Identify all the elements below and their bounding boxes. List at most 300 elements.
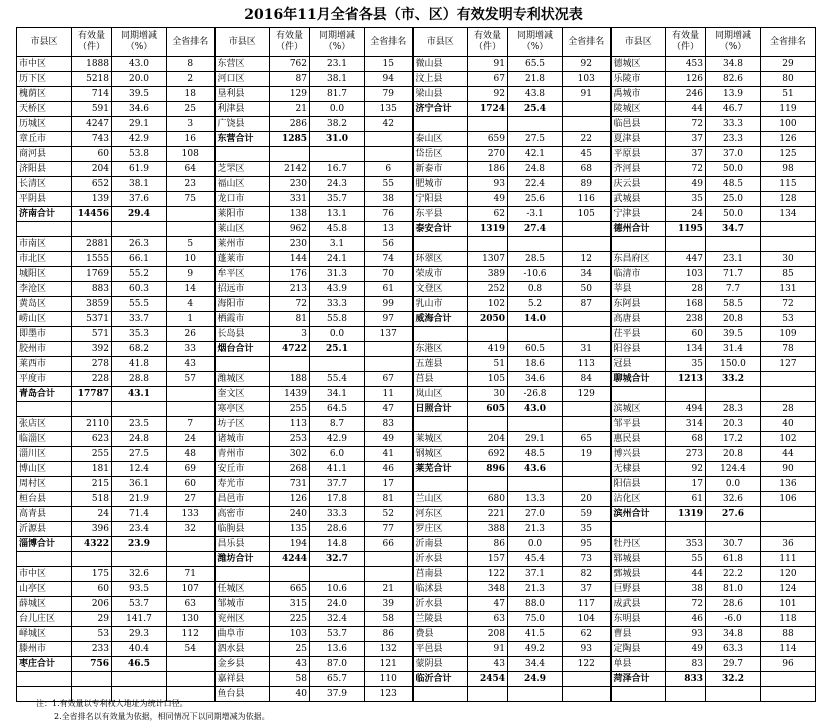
valid-count: 138	[270, 207, 310, 222]
county-name: 临清市	[611, 267, 666, 282]
county-name: 鱼台县	[215, 687, 270, 702]
table-row	[17, 642, 816, 657]
valid-count: 3859	[72, 297, 112, 312]
province-rank: 61	[365, 282, 413, 297]
province-rank: 84	[563, 372, 611, 387]
table-row	[17, 342, 816, 357]
growth-rate: 60.5	[508, 342, 563, 357]
growth-rate: 18.6	[508, 357, 563, 372]
valid-count: 233	[72, 642, 112, 657]
province-rank: 2	[167, 72, 215, 87]
province-rank: 32	[167, 522, 215, 537]
county-name: 市南区	[17, 237, 72, 252]
province-rank: 112	[167, 627, 215, 642]
valid-count: 255	[270, 402, 310, 417]
province-rank	[563, 117, 611, 132]
table-row	[17, 192, 816, 207]
growth-rate: 27.0	[508, 507, 563, 522]
county-name: 槐荫区	[17, 87, 72, 102]
growth-rate: 43.0	[508, 402, 563, 417]
column-header: 市县区	[413, 28, 468, 57]
province-rank: 135	[365, 102, 413, 117]
province-rank: 105	[563, 207, 611, 222]
province-rank	[365, 567, 413, 582]
county-name	[17, 222, 72, 237]
growth-rate: 25.6	[508, 192, 563, 207]
county-name: 莒南县	[413, 567, 468, 582]
table-row	[17, 597, 816, 612]
growth-rate: 48.5	[706, 177, 761, 192]
province-rank: 19	[563, 447, 611, 462]
growth-rate: 33.3	[706, 117, 761, 132]
table-row	[17, 627, 816, 642]
province-rank: 88	[761, 627, 816, 642]
valid-count: 93	[468, 177, 508, 192]
county-name: 济南合计	[17, 207, 72, 222]
valid-count: 623	[72, 432, 112, 447]
growth-rate: 75.0	[508, 612, 563, 627]
valid-count: 204	[72, 162, 112, 177]
province-rank: 111	[761, 552, 816, 567]
valid-count: 103	[666, 267, 706, 282]
table-row	[17, 327, 816, 342]
county-name: 潍城区	[215, 372, 270, 387]
valid-count: 447	[666, 252, 706, 267]
valid-count: 37	[666, 147, 706, 162]
county-name: 潍坊合计	[215, 552, 270, 567]
valid-count: 44	[666, 567, 706, 582]
valid-count: 105	[468, 372, 508, 387]
valid-count: 181	[72, 462, 112, 477]
growth-rate: 13.9	[706, 87, 761, 102]
county-name: 高唐县	[611, 312, 666, 327]
growth-rate: 43.9	[310, 282, 365, 297]
province-rank: 76	[365, 207, 413, 222]
valid-count: 28	[666, 282, 706, 297]
column-header: 同期增减（%）	[706, 28, 761, 57]
growth-rate: 55.2	[112, 267, 167, 282]
county-name: 河东区	[413, 507, 468, 522]
province-rank	[167, 537, 215, 552]
valid-count: 72	[270, 297, 310, 312]
county-name: 博兴县	[611, 447, 666, 462]
valid-count: 139	[72, 192, 112, 207]
province-rank: 24	[167, 432, 215, 447]
county-name: 蓬莱市	[215, 252, 270, 267]
valid-count: 883	[72, 282, 112, 297]
province-rank	[563, 237, 611, 252]
table-row	[17, 537, 816, 552]
valid-count: 47	[468, 597, 508, 612]
province-rank: 73	[563, 552, 611, 567]
valid-count: 72	[666, 597, 706, 612]
growth-rate: 27.4	[508, 222, 563, 237]
growth-rate: 41.8	[112, 357, 167, 372]
valid-count: 86	[468, 537, 508, 552]
valid-count: 17	[666, 477, 706, 492]
province-rank	[365, 132, 413, 147]
growth-rate: 33.3	[310, 507, 365, 522]
province-rank: 55	[365, 177, 413, 192]
growth-rate: 32.2	[706, 672, 761, 687]
patent-table	[16, 27, 816, 702]
province-rank: 54	[167, 642, 215, 657]
province-rank: 106	[761, 492, 816, 507]
column-header: 有效量（件）	[666, 28, 706, 57]
growth-rate	[508, 237, 563, 252]
valid-count: 206	[72, 597, 112, 612]
valid-count: 238	[666, 312, 706, 327]
county-name: 崂山区	[17, 312, 72, 327]
province-rank: 28	[761, 402, 816, 417]
province-rank: 47	[365, 402, 413, 417]
valid-count: 680	[468, 492, 508, 507]
county-name: 荣成市	[413, 267, 468, 282]
valid-count: 83	[666, 657, 706, 672]
province-rank: 22	[563, 132, 611, 147]
province-rank: 21	[365, 582, 413, 597]
valid-count: 246	[666, 87, 706, 102]
county-name: 梁山县	[413, 87, 468, 102]
county-name: 乐陵市	[611, 72, 666, 87]
county-name: 东营合计	[215, 132, 270, 147]
province-rank: 95	[563, 537, 611, 552]
province-rank: 104	[563, 612, 611, 627]
valid-count: 302	[270, 447, 310, 462]
county-name: 利津县	[215, 102, 270, 117]
table-row	[17, 657, 816, 672]
province-rank	[761, 237, 816, 252]
growth-rate: 53.7	[112, 597, 167, 612]
province-rank: 23	[167, 177, 215, 192]
valid-count	[666, 387, 706, 402]
province-rank: 120	[761, 567, 816, 582]
valid-count: 24	[72, 507, 112, 522]
growth-rate: 55.5	[112, 297, 167, 312]
valid-count: 103	[270, 627, 310, 642]
valid-count: 135	[270, 522, 310, 537]
growth-rate: 22.4	[508, 177, 563, 192]
valid-count: 353	[666, 537, 706, 552]
growth-rate: 41.5	[508, 627, 563, 642]
valid-count: 591	[72, 102, 112, 117]
county-name: 高青县	[17, 507, 72, 522]
province-rank: 109	[761, 327, 816, 342]
growth-rate: 29.1	[508, 432, 563, 447]
valid-count: 4322	[72, 537, 112, 552]
province-rank	[365, 342, 413, 357]
county-name: 胶州市	[17, 342, 72, 357]
growth-rate: 32.4	[310, 612, 365, 627]
valid-count: 286	[270, 117, 310, 132]
valid-count: 348	[468, 582, 508, 597]
valid-count: 122	[468, 567, 508, 582]
growth-rate	[508, 477, 563, 492]
column-header: 同期增减（%）	[310, 28, 365, 57]
county-name: 泗水县	[215, 642, 270, 657]
province-rank: 45	[563, 147, 611, 162]
column-header: 全省排名	[761, 28, 816, 57]
valid-count: 833	[666, 672, 706, 687]
table-row	[17, 507, 816, 522]
growth-rate: 66.1	[112, 252, 167, 267]
growth-rate: 28.5	[508, 252, 563, 267]
province-rank: 38	[365, 192, 413, 207]
valid-count: 35	[666, 357, 706, 372]
valid-count	[270, 357, 310, 372]
province-rank: 86	[365, 627, 413, 642]
county-name: 惠民县	[611, 432, 666, 447]
county-name: 历城区	[17, 117, 72, 132]
growth-rate: 87.0	[310, 657, 365, 672]
growth-rate: 34.7	[706, 222, 761, 237]
growth-rate: 33.2	[706, 372, 761, 387]
valid-count: 2110	[72, 417, 112, 432]
growth-rate: 17.2	[706, 432, 761, 447]
county-name: 兰山区	[413, 492, 468, 507]
county-name: 沂水县	[413, 552, 468, 567]
province-rank	[563, 222, 611, 237]
growth-rate	[310, 147, 365, 162]
growth-rate: 20.0	[112, 72, 167, 87]
growth-rate: 42.9	[112, 132, 167, 147]
county-name: 龙口市	[215, 192, 270, 207]
province-rank	[761, 522, 816, 537]
county-name: 禹城市	[611, 87, 666, 102]
county-name: 招远市	[215, 282, 270, 297]
growth-rate: 33.3	[310, 297, 365, 312]
province-rank	[761, 222, 816, 237]
table-row	[17, 72, 816, 87]
county-name: 烟台合计	[215, 342, 270, 357]
valid-count: 87	[270, 72, 310, 87]
county-name: 枣庄合计	[17, 657, 72, 672]
growth-rate: 25.4	[508, 102, 563, 117]
county-name: 即墨市	[17, 327, 72, 342]
valid-count: 81	[270, 312, 310, 327]
county-name: 莱阳市	[215, 207, 270, 222]
growth-rate: 30.7	[706, 537, 761, 552]
valid-count: 714	[72, 87, 112, 102]
province-rank: 62	[563, 627, 611, 642]
growth-rate	[112, 672, 167, 687]
province-rank: 65	[563, 432, 611, 447]
growth-rate: 81.7	[310, 87, 365, 102]
province-rank	[563, 327, 611, 342]
valid-count: 230	[270, 237, 310, 252]
county-name: 商河县	[17, 147, 72, 162]
province-rank: 80	[761, 72, 816, 87]
county-name: 成武县	[611, 597, 666, 612]
table-row	[17, 147, 816, 162]
growth-rate	[112, 402, 167, 417]
valid-count	[468, 477, 508, 492]
growth-rate: 23.1	[310, 57, 365, 72]
province-rank: 98	[761, 162, 816, 177]
valid-count: 665	[270, 582, 310, 597]
county-name: 黄岛区	[17, 297, 72, 312]
county-name: 张店区	[17, 417, 72, 432]
province-rank: 15	[365, 57, 413, 72]
growth-rate: 50.0	[706, 207, 761, 222]
county-name: 安丘市	[215, 462, 270, 477]
growth-rate: 8.7	[310, 417, 365, 432]
county-name: 栖霞市	[215, 312, 270, 327]
county-name: 兖州区	[215, 612, 270, 627]
province-rank: 66	[365, 537, 413, 552]
valid-count: 58	[270, 672, 310, 687]
county-name: 市中区	[17, 567, 72, 582]
valid-count: 278	[72, 357, 112, 372]
valid-count	[468, 417, 508, 432]
growth-rate: 20.8	[706, 312, 761, 327]
province-rank: 51	[761, 87, 816, 102]
province-rank: 93	[563, 642, 611, 657]
county-name: 岱岳区	[413, 147, 468, 162]
province-rank: 115	[761, 177, 816, 192]
county-name: 诸城市	[215, 432, 270, 447]
growth-rate	[508, 687, 563, 702]
table-row	[17, 417, 816, 432]
province-rank: 67	[365, 372, 413, 387]
table-row	[17, 297, 816, 312]
growth-rate	[706, 387, 761, 402]
province-rank: 89	[563, 177, 611, 192]
county-name: 李沧区	[17, 282, 72, 297]
province-rank: 68	[563, 162, 611, 177]
valid-count: 194	[270, 537, 310, 552]
valid-count: 46	[666, 612, 706, 627]
province-rank: 75	[167, 192, 215, 207]
growth-rate: 6.0	[310, 447, 365, 462]
county-name: 峄城区	[17, 627, 72, 642]
table-row	[17, 237, 816, 252]
county-name: 沂水县	[413, 597, 468, 612]
county-name: 邹平县	[611, 417, 666, 432]
growth-rate	[310, 567, 365, 582]
growth-rate: 34.4	[508, 657, 563, 672]
province-rank	[167, 387, 215, 402]
growth-rate: 7.7	[706, 282, 761, 297]
county-name: 夏津县	[611, 132, 666, 147]
column-header: 同期增减（%）	[508, 28, 563, 57]
county-name	[17, 552, 72, 567]
valid-count: 43	[468, 657, 508, 672]
growth-rate	[310, 357, 365, 372]
county-name: 郓城县	[611, 552, 666, 567]
county-name: 桓台县	[17, 492, 72, 507]
county-name	[215, 567, 270, 582]
county-name: 东平县	[413, 207, 468, 222]
growth-rate: 43.8	[508, 87, 563, 102]
table-row	[17, 177, 816, 192]
valid-count: 60	[666, 327, 706, 342]
growth-rate: 14.0	[508, 312, 563, 327]
province-rank: 60	[167, 477, 215, 492]
valid-count: 1307	[468, 252, 508, 267]
province-rank: 71	[167, 567, 215, 582]
province-rank: 58	[365, 612, 413, 627]
growth-rate: 21.3	[508, 582, 563, 597]
growth-rate	[706, 522, 761, 537]
county-name: 金乡县	[215, 657, 270, 672]
province-rank: 53	[761, 312, 816, 327]
growth-rate: 23.9	[112, 537, 167, 552]
table-row	[17, 252, 816, 267]
growth-rate: 36.1	[112, 477, 167, 492]
province-rank: 13	[365, 222, 413, 237]
province-rank	[563, 687, 611, 702]
county-name: 莱州市	[215, 237, 270, 252]
county-name: 东营区	[215, 57, 270, 72]
note-1: 注：1.有效量以专利权人地址为统计口径。	[36, 699, 188, 708]
valid-count: 743	[72, 132, 112, 147]
province-rank: 92	[563, 57, 611, 72]
valid-count: 14456	[72, 207, 112, 222]
county-name: 青州市	[215, 447, 270, 462]
valid-count: 49	[666, 177, 706, 192]
province-rank	[761, 387, 816, 402]
county-name: 齐河县	[611, 162, 666, 177]
county-name: 山亭区	[17, 582, 72, 597]
growth-rate: 55.4	[310, 372, 365, 387]
province-rank: 132	[365, 642, 413, 657]
table-row	[17, 207, 816, 222]
province-rank	[761, 372, 816, 387]
growth-rate	[112, 222, 167, 237]
valid-count: 49	[468, 192, 508, 207]
growth-rate: 24.1	[310, 252, 365, 267]
table-row	[17, 402, 816, 417]
valid-count: 49	[666, 642, 706, 657]
valid-count	[666, 687, 706, 702]
growth-rate: 38.1	[310, 72, 365, 87]
province-rank: 59	[563, 507, 611, 522]
growth-rate: 14.8	[310, 537, 365, 552]
valid-count: 962	[270, 222, 310, 237]
table-row	[17, 117, 816, 132]
province-rank: 117	[563, 597, 611, 612]
column-header: 市县区	[17, 28, 72, 57]
table-row	[17, 552, 816, 567]
growth-rate: 37.6	[112, 192, 167, 207]
county-name: 威海合计	[413, 312, 468, 327]
county-name: 滨州合计	[611, 507, 666, 522]
province-rank: 42	[365, 117, 413, 132]
county-name: 岚山区	[413, 387, 468, 402]
growth-rate: 55.8	[310, 312, 365, 327]
growth-rate: 26.3	[112, 237, 167, 252]
valid-count: 63	[468, 612, 508, 627]
table-row	[17, 522, 816, 537]
county-name: 定陶县	[611, 642, 666, 657]
province-rank: 97	[365, 312, 413, 327]
county-name: 福山区	[215, 177, 270, 192]
county-name: 莱城区	[413, 432, 468, 447]
growth-rate: 34.8	[706, 57, 761, 72]
county-name: 淄博合计	[17, 537, 72, 552]
county-name: 昌乐县	[215, 537, 270, 552]
table-row	[17, 672, 816, 687]
province-rank: 69	[167, 462, 215, 477]
county-name: 聊城合计	[611, 372, 666, 387]
province-rank: 31	[563, 342, 611, 357]
county-name: 东阿县	[611, 297, 666, 312]
valid-count: 255	[72, 447, 112, 462]
province-rank: 5	[167, 237, 215, 252]
county-name: 牟平区	[215, 267, 270, 282]
growth-rate: 3.1	[310, 237, 365, 252]
